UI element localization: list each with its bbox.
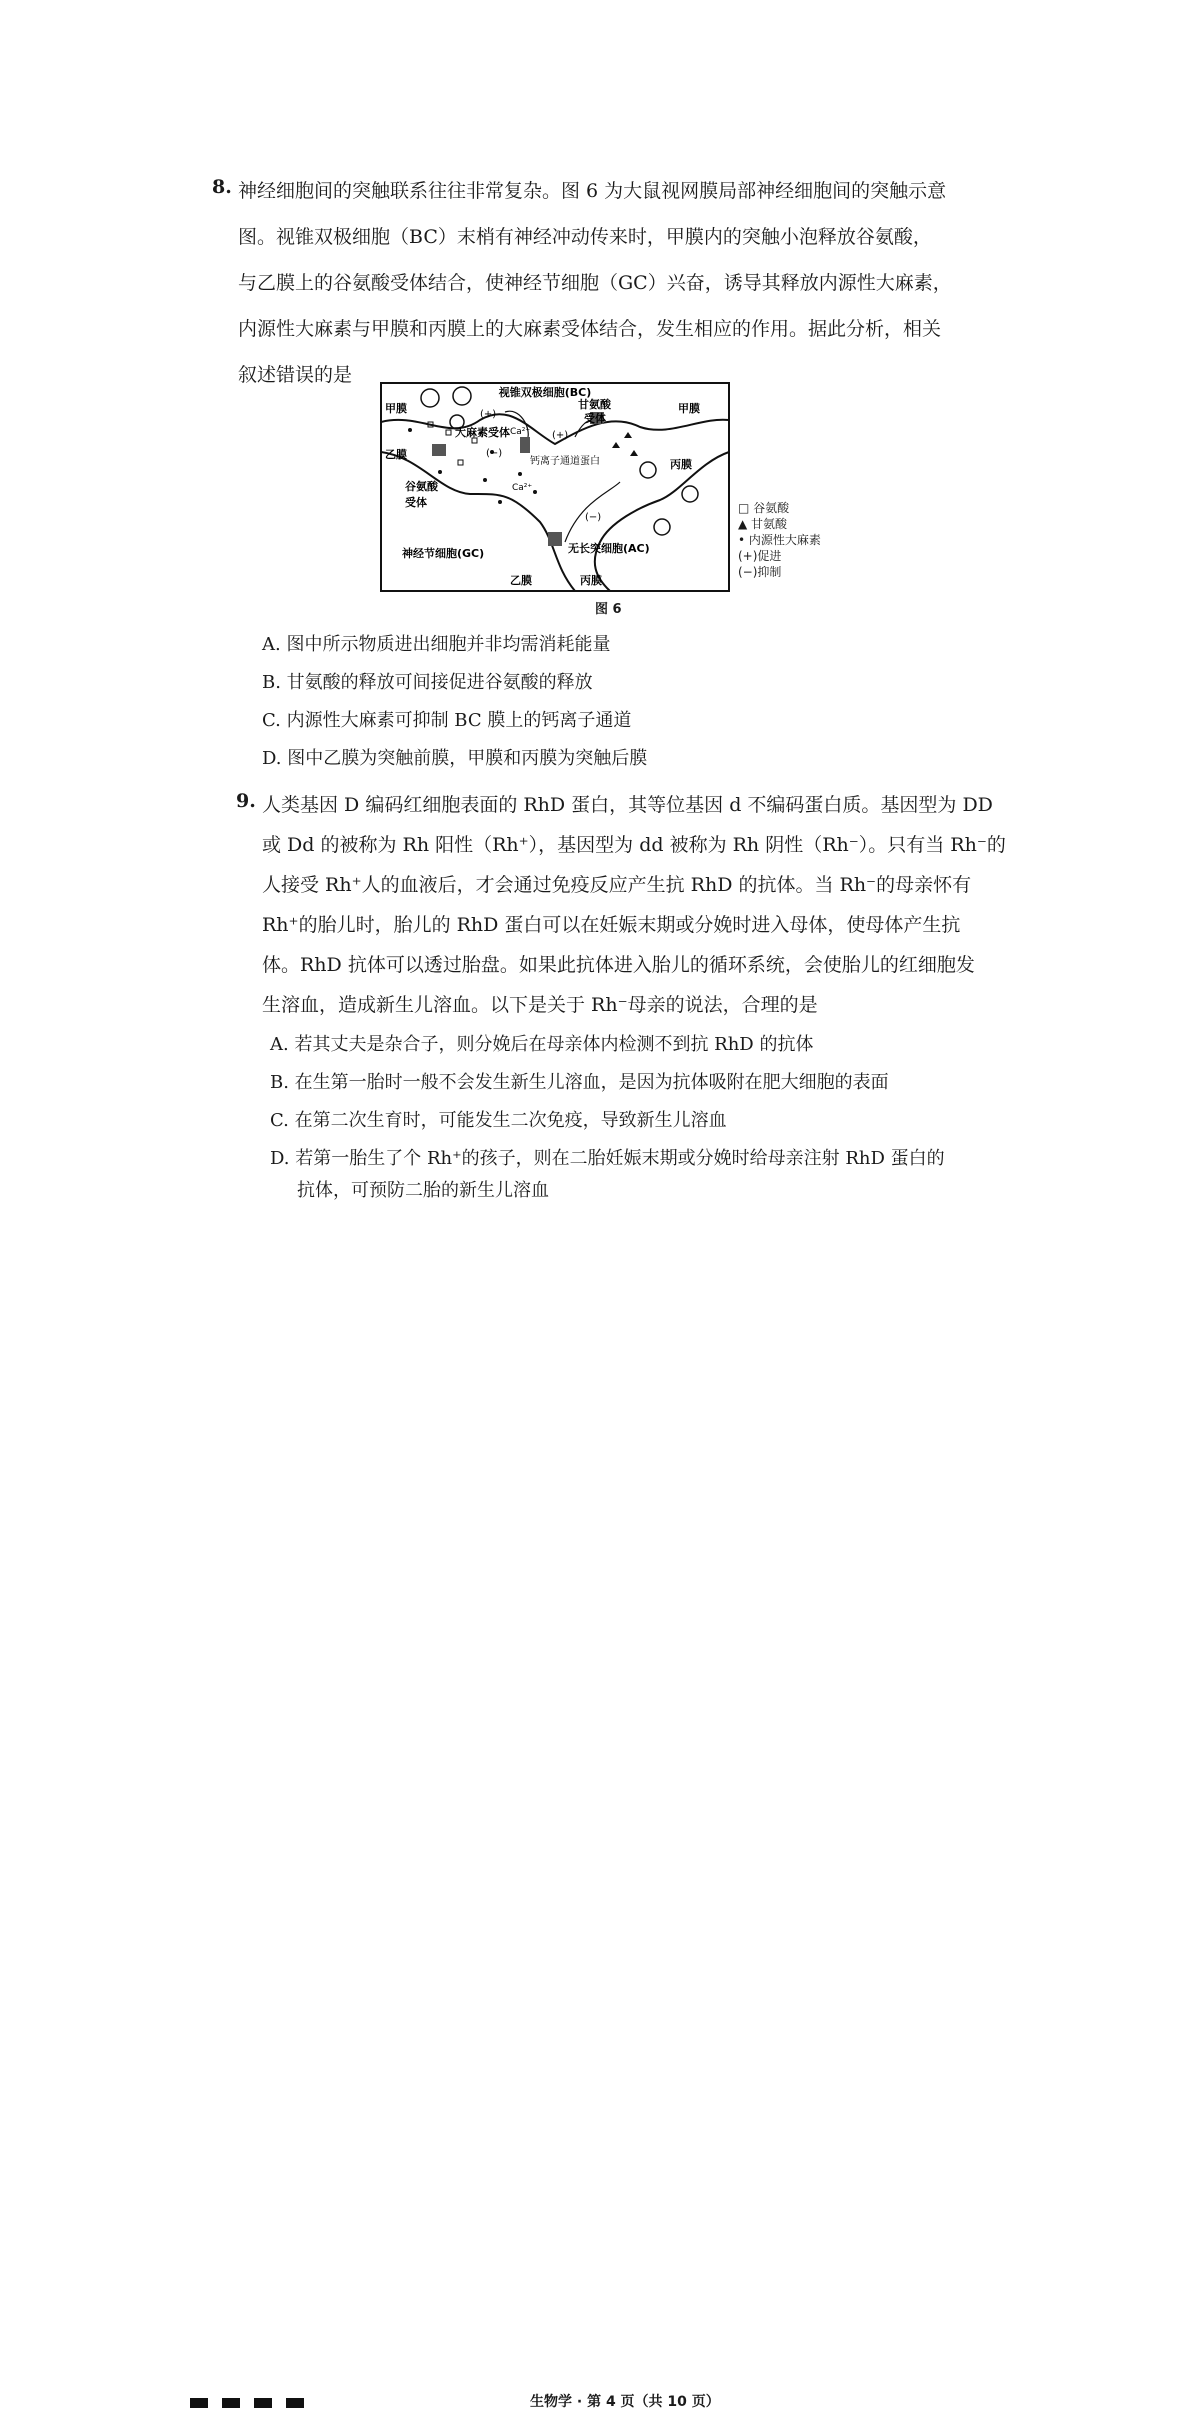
inhibit-label: (−) (585, 512, 602, 523)
promote-label: (+) (480, 409, 497, 420)
ac-label: 无长突细胞(AC) (568, 542, 650, 555)
jia-membrane-label: 甲膜 (678, 402, 700, 415)
option-c: C. 内源性大麻素可抑制 BC 膜上的钙离子通道 (262, 710, 632, 731)
legend-item: (−)抑制 (738, 565, 782, 579)
yi-membrane-label: 乙膜 (385, 448, 407, 461)
option-c: C. 在第二次生育时，可能发生二次免疫，导致新生儿溶血 (270, 1110, 727, 1131)
footer-marker (286, 2398, 304, 2408)
option-a: A. 图中所示物质进出细胞并非均需消耗能量 (262, 634, 611, 655)
cannabinoid-molecule (533, 490, 537, 494)
option-b: B. 甘氨酸的释放可间接促进谷氨酸的释放 (262, 672, 593, 693)
question-text-line: 生溶血，造成新生儿溶血。以下是关于 Rh⁻母亲的说法，合理的是 (262, 994, 818, 1016)
question-number: 8. (212, 176, 232, 198)
page-footer (0, 1195, 1200, 2410)
glutamate-receptor-label: 谷氨酸 (405, 480, 438, 493)
question-text-line: 叙述错误的是 (238, 364, 353, 386)
page-number: 生物学 · 第 4 页（共 10 页） (530, 2394, 720, 2410)
jia-membrane-label: 甲膜 (385, 402, 407, 415)
option-d-continuation: 抗体，可预防二胎的新生儿溶血 (297, 1180, 549, 1201)
cannabinoid-molecule (498, 500, 502, 504)
legend-item: • 内源性大麻素 (738, 533, 821, 547)
option-a: A. 若其丈夫是杂合子，则分娩后在母亲体内检测不到抗 RhD 的抗体 (270, 1034, 814, 1055)
diagram-legend (738, 500, 821, 580)
footer-marker (254, 2398, 272, 2408)
calcium-channel-label: 钙离子通道蛋白 (530, 456, 600, 467)
calcium-channel (520, 437, 530, 453)
cannabinoid-molecule (483, 478, 487, 482)
question-text-line: 人接受 Rh⁺人的血液后，才会通过免疫反应产生抗 RhD 的抗体。当 Rh⁻的母亲怀有 (262, 874, 972, 896)
cannabinoid-molecule (408, 428, 412, 432)
glutamate-receptor-label: 受体 (405, 496, 427, 509)
glycine-receptor-label: 受体 (584, 412, 606, 425)
calcium-ion-label: Ca²⁺ (512, 483, 533, 493)
question-text-line: 内源性大麻素与甲膜和丙膜上的大麻素受体结合，发生相应的作用。据此分析，相关 (238, 318, 942, 340)
cannabinoid-molecule (438, 470, 442, 474)
footer-marker (222, 2398, 240, 2408)
legend-item: □ 谷氨酸 (738, 501, 790, 515)
glutamate-receptor (432, 444, 446, 456)
option-d: D. 图中乙膜为突触前膜，甲膜和丙膜为突触后膜 (262, 748, 648, 769)
legend-item: (+)促进 (738, 549, 782, 563)
glycine-receptor-label: 甘氨酸 (578, 398, 611, 411)
gc-label: 神经节细胞(GC) (402, 547, 485, 560)
footer-marker (190, 2398, 208, 2408)
inhibit-label: (−) (486, 448, 503, 459)
question-text-line: 与乙膜上的谷氨酸受体结合，使神经节细胞（GC）兴奋，诱导其释放内源性大麻素， (238, 272, 952, 294)
question-text-line: 神经细胞间的突触联系往往非常复杂。图 6 为大鼠视网膜局部神经细胞间的突触示意 (238, 180, 947, 202)
yi-membrane-label: 乙膜 (510, 574, 532, 587)
question-text-line: 人类基因 D 编码红细胞表面的 RhD 蛋白，其等位基因 d 不编码蛋白质。基因型为 DD (262, 794, 993, 816)
cannabinoid-receptor-label: 大麻素受体 (455, 426, 510, 439)
question-text-line: 或 Dd 的被称为 Rh 阳性（Rh⁺），基因型为 dd 被称为 Rh 阴性（Rh⁻）。只有当 Rh⁻的 (262, 834, 1006, 856)
bing-membrane-label: 丙膜 (670, 458, 692, 471)
question-text-line: 图。视锥双极细胞（BC）末梢有神经冲动传来时，甲膜内的突触小泡释放谷氨酸， (238, 226, 932, 248)
promote-label: (+) (552, 430, 569, 441)
bc-label: 视锥双极细胞(BC) (498, 386, 592, 399)
figure-caption: 图 6 (595, 602, 622, 617)
synapse-diagram (380, 382, 730, 592)
cannabinoid-molecule (518, 472, 522, 476)
calcium-ion-label: Ca²⁺ (510, 427, 531, 437)
cannabinoid-receptor-ac (548, 532, 562, 546)
legend-item: ▲ 甘氨酸 (738, 517, 788, 531)
bing-membrane-label: 丙膜 (580, 574, 602, 587)
question-text-line: Rh⁺的胎儿时，胎儿的 RhD 蛋白可以在妊娠末期或分娩时进入母体，使母体产生抗 (262, 914, 961, 936)
question-text-line: 体。RhD 抗体可以透过胎盘。如果此抗体进入胎儿的循环系统，会使胎儿的红细胞发 (262, 954, 975, 976)
question-number: 9. (236, 790, 256, 812)
option-d: D. 若第一胎生了个 Rh⁺的孩子，则在二胎妊娠末期或分娩时给母亲注射 RhD 蛋白的 (270, 1148, 945, 1169)
option-b: B. 在生第一胎时一般不会发生新生儿溶血，是因为抗体吸附在肥大细胞的表面 (270, 1072, 889, 1093)
